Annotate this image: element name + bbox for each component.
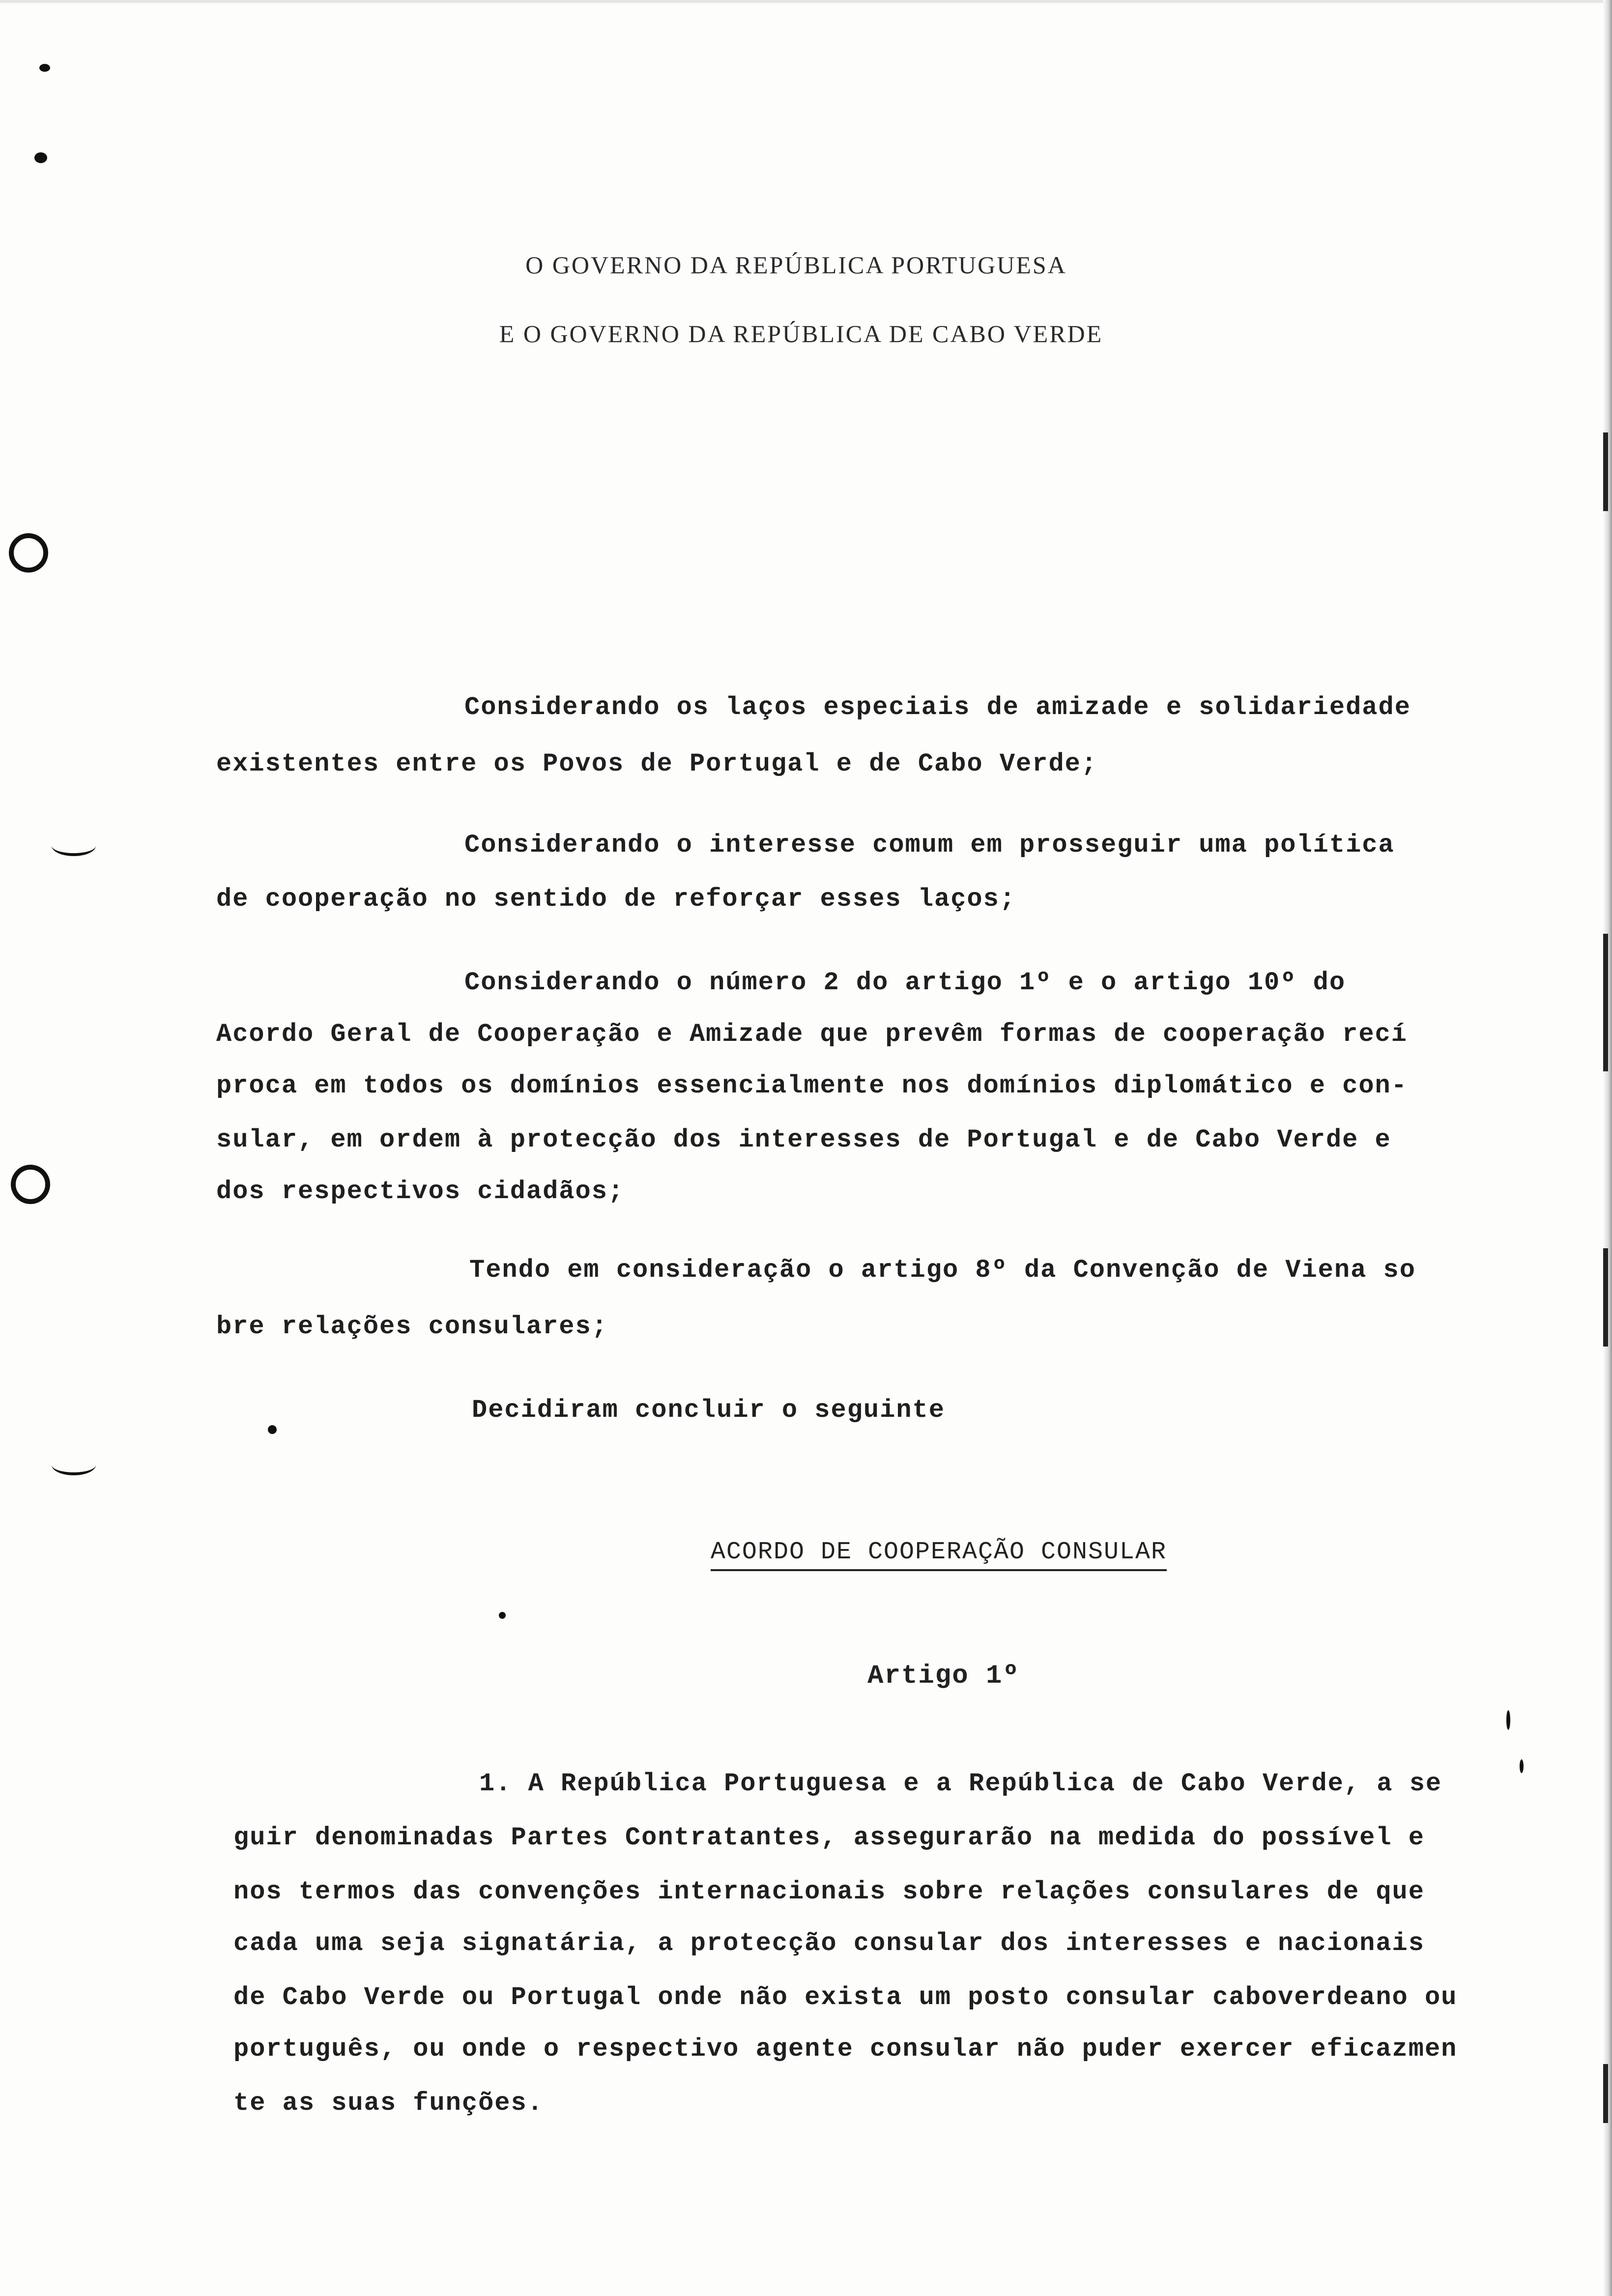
preamble-line: existentes entre os Povos de Portugal e de Cabo Verde; bbox=[216, 749, 1098, 778]
article-line: português, ou onde o respectivo agente consular não puder exercer eficazmen bbox=[233, 2035, 1458, 2064]
scan-mark bbox=[52, 835, 96, 856]
article-title: Artigo 1º bbox=[867, 1661, 1020, 1691]
preamble-line: bre relações consulares; bbox=[216, 1312, 608, 1341]
preamble-line: Considerando os laços especiais de amizade e solidariedade bbox=[464, 693, 1411, 722]
preamble-line: dos respectivos cidadãos; bbox=[216, 1177, 625, 1206]
preamble-line: proca em todos os domínios essencialmente nos domínios diplomático e con- bbox=[216, 1071, 1408, 1100]
scan-dot bbox=[268, 1425, 277, 1434]
preamble-line: Decidiram concluir o seguinte bbox=[472, 1396, 945, 1425]
scan-dot bbox=[1520, 1759, 1524, 1773]
scan-dot bbox=[499, 1612, 506, 1619]
scan-top-edge bbox=[0, 0, 1612, 3]
article-line: 1. A República Portuguesa e a República de Cabo Verde, a se bbox=[479, 1769, 1442, 1798]
preamble-line: Tendo em consideração o artigo 8º da Convenção de Viena so bbox=[469, 1256, 1416, 1285]
scan-mark bbox=[52, 1455, 96, 1475]
header-line-2: E O GOVERNO DA REPÚBLICA DE CABO VERDE bbox=[499, 320, 1103, 347]
section-title-text: ACORDO DE COOPERAÇÃO CONSULAR bbox=[711, 1538, 1167, 1571]
header-line-1: O GOVERNO DA REPÚBLICA PORTUGUESA bbox=[525, 251, 1067, 279]
article-line: de Cabo Verde ou Portugal onde não exista um posto consular caboverdeano ou bbox=[233, 1983, 1458, 2012]
scan-edge-mark bbox=[1603, 432, 1608, 511]
scan-dot bbox=[34, 152, 47, 163]
preamble-line: Acordo Geral de Cooperação e Amizade que prevêm formas de cooperação recí bbox=[216, 1020, 1408, 1049]
scan-dot bbox=[39, 64, 50, 72]
article-line: guir denominadas Partes Contratantes, assegurarão na medida do possível e bbox=[233, 1823, 1425, 1852]
scan-edge-mark bbox=[1603, 934, 1608, 1071]
punch-hole bbox=[11, 1165, 50, 1204]
preamble-line: Considerando o número 2 do artigo 1º e o artigo 10º do bbox=[464, 968, 1346, 997]
scan-edge-mark bbox=[1603, 2064, 1608, 2123]
scan-edge-mark bbox=[1603, 1248, 1608, 1347]
scan-dot bbox=[1506, 1710, 1510, 1730]
article-line: te as suas funções. bbox=[233, 2089, 544, 2118]
punch-hole bbox=[9, 533, 48, 573]
article-line: nos termos das convenções internacionais sobre relações consulares de que bbox=[233, 1877, 1425, 1906]
preamble-line: Considerando o interesse comum em prosseguir uma política bbox=[464, 831, 1395, 860]
section-title bbox=[0, 1538, 1612, 1566]
preamble-line: sular, em ordem à protecção dos interesses de Portugal e de Cabo Verde e bbox=[216, 1125, 1391, 1154]
preamble-line: de cooperação no sentido de reforçar esses laços; bbox=[216, 885, 1016, 914]
article-line: cada uma seja signatária, a protecção consular dos interesses e nacionais bbox=[233, 1929, 1425, 1958]
